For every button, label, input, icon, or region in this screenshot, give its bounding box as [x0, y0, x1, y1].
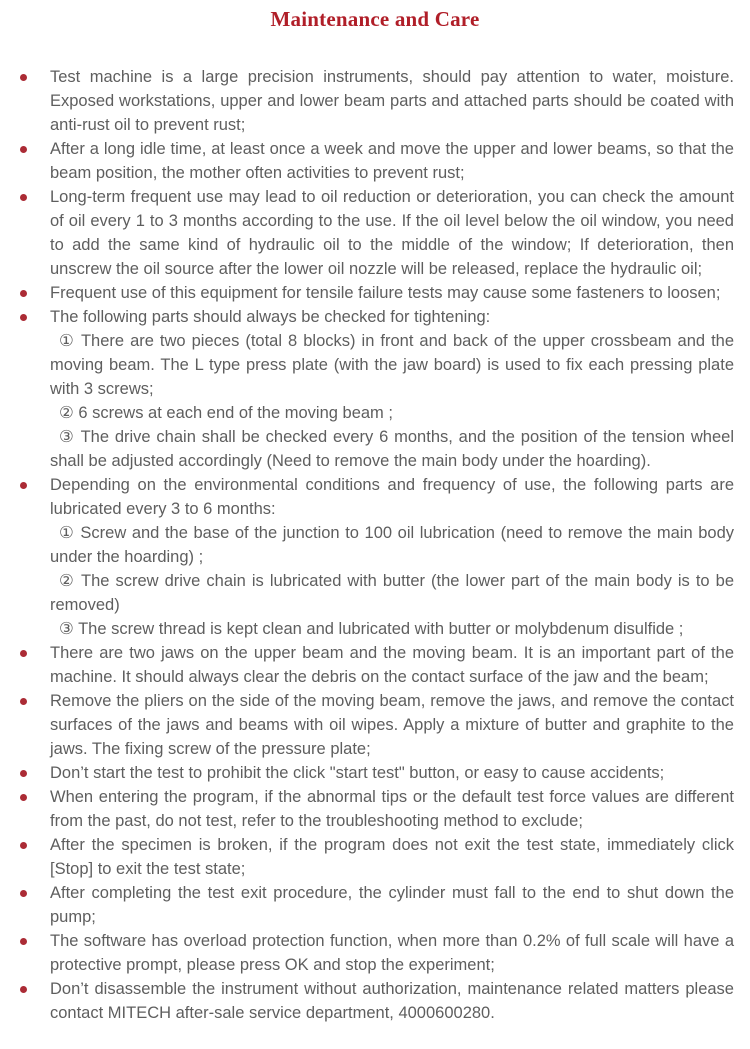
list-item — [0, 281, 734, 305]
list-item — [0, 185, 734, 281]
bullet-icon — [20, 698, 27, 705]
list-item-text: Don’t start the test to prohibit the click "start test" button, or easy to cause accidents; — [50, 764, 665, 782]
list-item — [0, 881, 734, 929]
list-item-body — [50, 305, 734, 473]
list-item — [0, 833, 734, 881]
list-item-body — [50, 881, 734, 929]
page-title: Maintenance and Care — [270, 7, 480, 31]
bullet-icon — [20, 146, 27, 153]
list-item-text: Frequent use of this equipment for tensile failure tests may cause some fasteners to loosen; — [50, 284, 721, 302]
list-item — [0, 137, 734, 185]
list-subitem-text: ③ The screw thread is kept clean and lubricated with butter or molybdenum disulfide ; — [59, 620, 684, 638]
list-item-text: The following parts should always be checked for tightening: — [50, 308, 491, 326]
list-item-text: Long-term frequent use may lead to oil reduction or deterioration, you can check the amount of oil every 1 to 3 months according to the use. If the oil level below the oil window, you need to add the same kind of hydraulic oil to the middle of the window; If deterioration, then unscrew the oil source after the lower oil nozzle will be released, replace the hydraulic oil; — [50, 188, 734, 278]
list-item-body — [50, 185, 734, 281]
list-item — [0, 305, 734, 473]
list-item-body — [50, 65, 734, 137]
list-subitem-text: ② 6 screws at each end of the moving beam ; — [59, 404, 393, 422]
bullet-icon — [20, 74, 27, 81]
list-item-body — [50, 473, 734, 641]
bullet-icon — [20, 842, 27, 849]
list-item-text: When entering the program, if the abnormal tips or the default test force values are different from the past, do not test, refer to the troubleshooting method to exclude; — [50, 788, 734, 830]
bullet-icon — [20, 194, 27, 201]
bullet-icon — [20, 314, 27, 321]
list-subitem-text: ② The screw drive chain is lubricated with butter (the lower part of the main body is to be removed) — [50, 572, 734, 614]
list-item-body — [50, 977, 734, 1025]
bullet-icon — [20, 290, 27, 297]
list-item-body — [50, 281, 734, 305]
list-item — [0, 473, 734, 641]
bullet-icon — [20, 938, 27, 945]
bullet-icon — [20, 650, 27, 657]
list-item — [0, 65, 734, 137]
list-subitem-text: ① Screw and the base of the junction to 100 oil lubrication (need to remove the main body under the hoarding) ; — [50, 524, 734, 566]
list-item-text: After a long idle time, at least once a week and move the upper and lower beams, so that the beam position, the mother often activities to prevent rust; — [50, 140, 734, 182]
list-item-text: Don’t disassemble the instrument without authorization, maintenance related matters please contact MITECH after-sale service department, 4000600280. — [50, 980, 734, 1022]
list-item — [0, 785, 734, 833]
bullet-icon — [20, 890, 27, 897]
list-item-text: Remove the pliers on the side of the moving beam, remove the jaws, and remove the contact surfaces of the jaws and beams with oil wipes. Apply a mixture of butter and graphite to the jaws. The fixing screw of the pressure plate; — [50, 692, 734, 758]
list-item — [0, 689, 734, 761]
list-item — [0, 977, 734, 1025]
list-item-text: The software has overload protection function, when more than 0.2% of full scale will have a protective prompt, please press OK and stop the experiment; — [50, 932, 734, 974]
list-item-text: There are two jaws on the upper beam and the moving beam. It is an important part of the machine. It should always clear the debris on the contact surface of the jaw and the beam; — [50, 644, 734, 686]
list-item-text: Depending on the environmental conditions and frequency of use, the following parts are lubricated every 3 to 6 months: — [50, 476, 734, 518]
list-item — [0, 929, 734, 977]
list-item-body — [50, 761, 734, 785]
list-item-body — [50, 641, 734, 689]
list-item-body — [50, 785, 734, 833]
bullet-icon — [20, 770, 27, 777]
list-item-body — [50, 137, 734, 185]
list-item — [0, 761, 734, 785]
bullet-icon — [20, 482, 27, 489]
list-subitem-text: ③ The drive chain shall be checked every 6 months, and the position of the tension wheel shall be adjusted accordingly (Need to remove the main body under the hoarding). — [50, 428, 734, 470]
list-item-body — [50, 929, 734, 977]
list-item-text: After the specimen is broken, if the program does not exit the test state, immediately click [Stop] to exit the test state; — [50, 836, 734, 878]
bullet-icon — [20, 794, 27, 801]
bullet-icon — [20, 986, 27, 993]
list-item-body — [50, 689, 734, 761]
list-subitem-text: ① There are two pieces (total 8 blocks) in front and back of the upper crossbeam and the moving beam. The L type press plate (with the jaw board) is used to fix each pressing plate with 3 screws; — [50, 332, 734, 398]
list-item-text: After completing the test exit procedure, the cylinder must fall to the end to shut down the pump; — [50, 884, 734, 926]
list-item-text: Test machine is a large precision instruments, should pay attention to water, moisture. Exposed workstations, upper and lower beam parts and attached parts should be coated with anti-rust oil to prevent rust; — [50, 68, 734, 134]
maintenance-list — [0, 65, 750, 1025]
list-item — [0, 641, 734, 689]
list-item-body — [50, 833, 734, 881]
